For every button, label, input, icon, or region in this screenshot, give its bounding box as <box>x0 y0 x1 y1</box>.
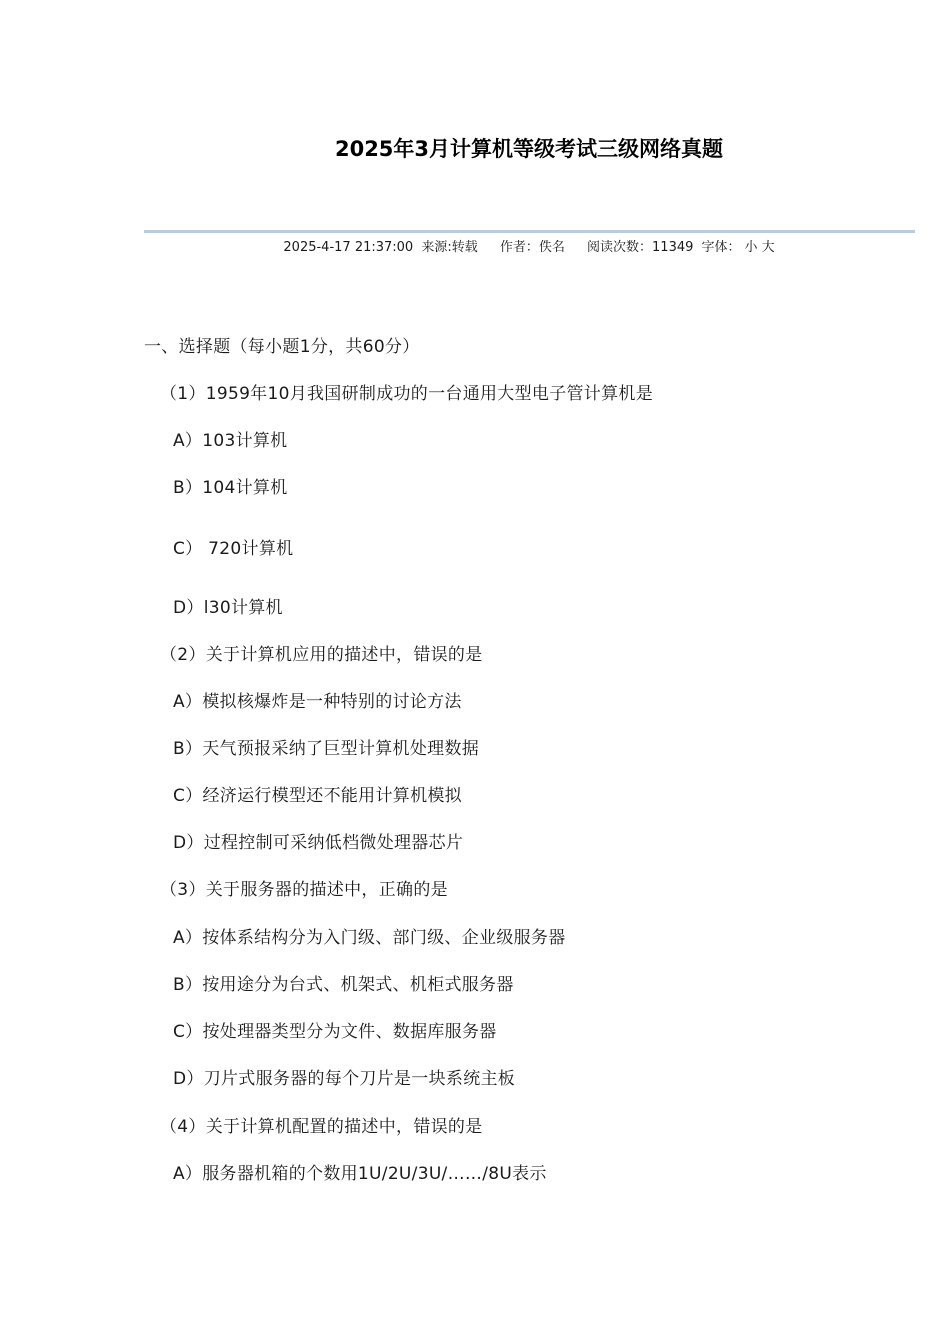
title-divider <box>144 230 915 233</box>
question-2-option-c: C）经济运行模型还不能用计算机模拟 <box>173 786 462 806</box>
question-1-option-b: B）104计算机 <box>173 478 288 498</box>
question-4-stem: （4）关于计算机配置的描述中，错误的是 <box>160 1117 483 1137</box>
section-title: 一、选择题（每小题1分，共60分） <box>144 337 420 357</box>
meta-font-label: 字体： <box>701 240 741 255</box>
question-1-option-a: A）103计算机 <box>173 431 288 451</box>
question-2-option-d: D）过程控制可采纳低档微处理器芯片 <box>173 833 464 853</box>
question-3-option-b: B）按用途分为台式、机架式、机柜式服务器 <box>173 975 514 995</box>
question-3-option-c: C）按处理器类型分为文件、数据库服务器 <box>173 1022 497 1042</box>
question-1-option-c: C） 720计算机 <box>173 539 294 559</box>
meta-datetime: 2025-4-17 21:37:00 <box>283 240 414 255</box>
meta-source: 来源:转载 <box>421 240 478 255</box>
question-1-option-d: D）l30计算机 <box>173 598 283 618</box>
article-meta <box>144 238 914 258</box>
meta-author: 作者：佚名 <box>499 240 565 255</box>
question-3-option-a: A）按体系结构分为入门级、部门级、企业级服务器 <box>173 928 566 948</box>
question-4-option-a: A）服务器机箱的个数用1U/2U/3U/……/8U表示 <box>173 1164 547 1184</box>
article-title: 2025年3月计算机等级考试三级网络真题 <box>334 137 724 161</box>
question-2-option-b: B）天气预报采纳了巨型计算机处理数据 <box>173 739 480 759</box>
question-3-option-d: D）刀片式服务器的每个刀片是一块系统主板 <box>173 1069 516 1089</box>
question-2-option-a: A）模拟核爆炸是一种特别的讨论方法 <box>173 692 462 712</box>
meta-views: 阅读次数：11349 <box>587 240 694 255</box>
question-3-stem: （3）关于服务器的描述中，正确的是 <box>160 880 448 900</box>
question-2-stem: （2）关于计算机应用的描述中，错误的是 <box>160 645 483 665</box>
font-size-small-link[interactable]: 小 <box>744 240 758 255</box>
font-size-large-link[interactable]: 大 <box>761 240 775 255</box>
question-1-stem: （1）1959年10月我国研制成功的一台通用大型电子管计算机是 <box>160 384 654 404</box>
